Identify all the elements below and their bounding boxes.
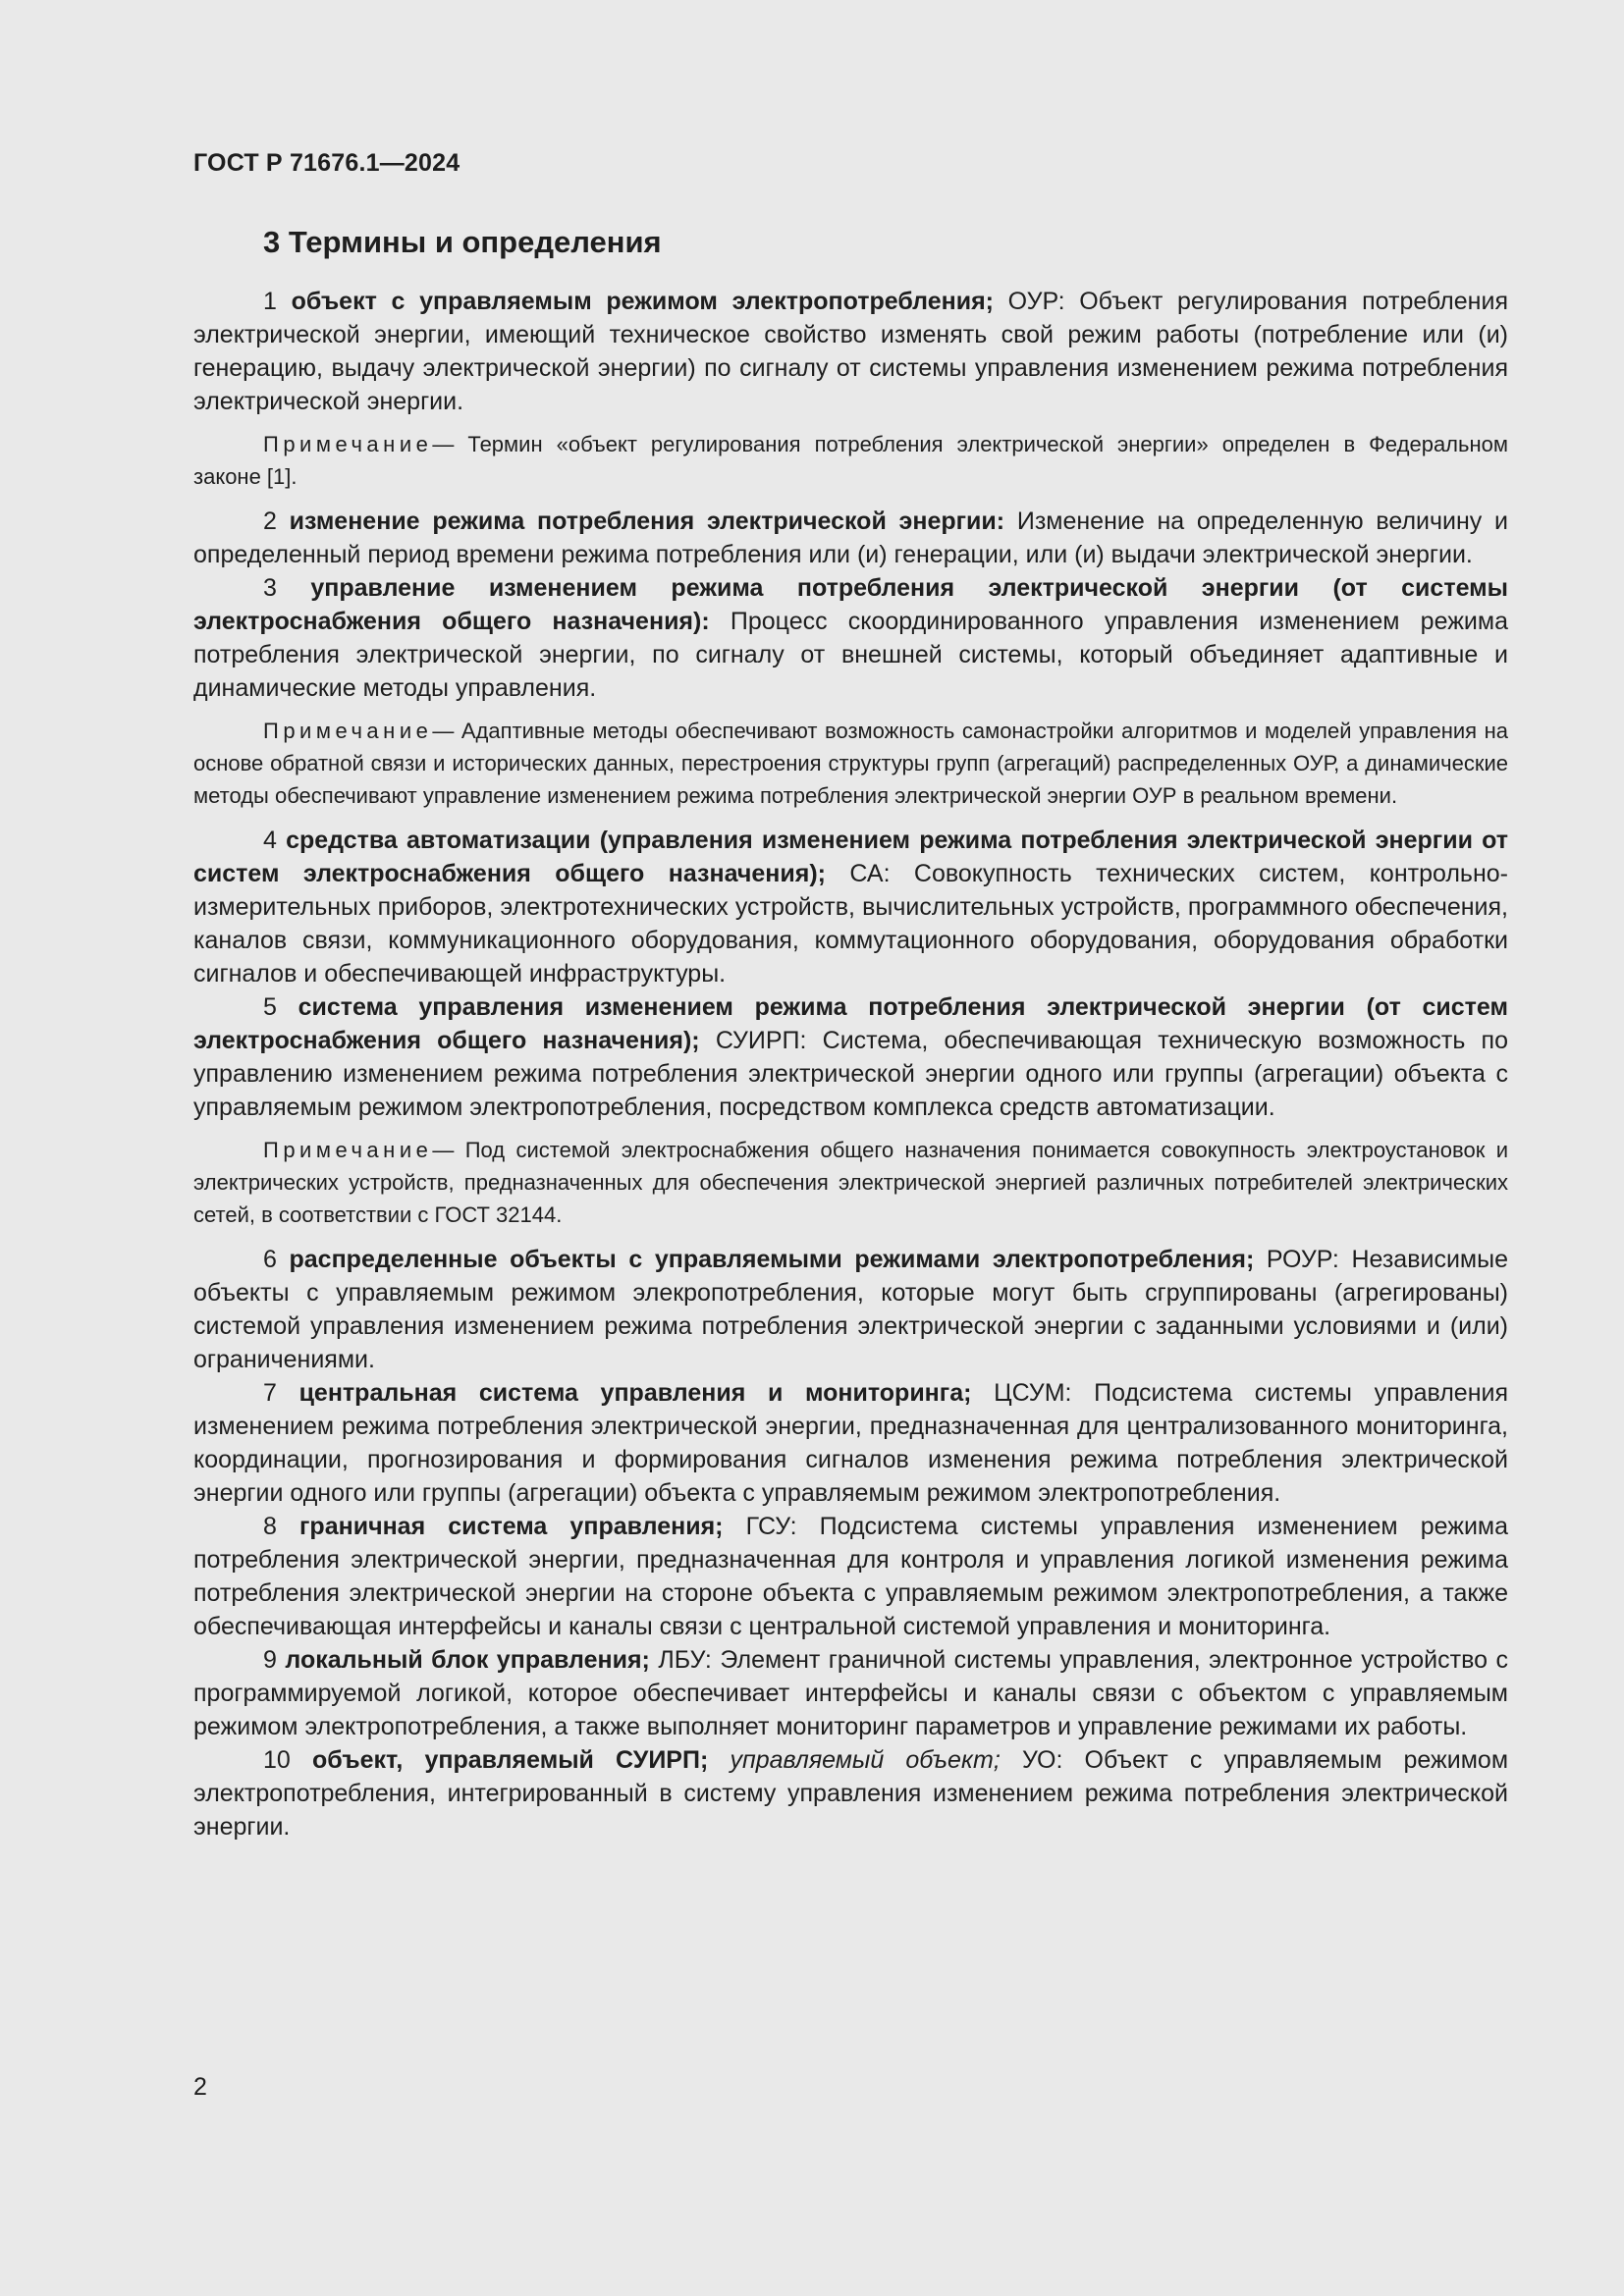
page-number: 2 [193, 2073, 207, 2101]
note-label: Примечание [263, 1138, 433, 1162]
term-name: система управления изменением режима потребления электрической энергии (от систем электроснабжения общего назначения); [193, 993, 1508, 1054]
document-id: ГОСТ Р 71676.1—2024 [193, 149, 460, 177]
note-text: — Термин «объект регулирования потребления электрической энергии» определен в Федеральном законе [1]. [193, 432, 1508, 489]
term-alternate-name: управляемый объект; [730, 1746, 1001, 1774]
note-label: Примечание [263, 432, 433, 456]
term-entry: 8 граничная система управления; ГСУ: Подсистема системы управления изменением режима потребления электрической энергии, предназначенная для контроля и управления логикой изменения режима потребления электрической энергии на стороне объекта с управляемым режимом электропотребления, а также обеспечивающая интерфейсы и каналы связи с центральной системой управления и мониторинга. [193, 1513, 1509, 1640]
term-name: центральная система управления и мониторинга; [298, 1379, 972, 1407]
term-definition: РОУР: Независимые объекты с управляемым режимом элекропотребления, которые могут быть сгруппированы (агрегированы) системой управления изменением режима потребления электрической энергии с заданными условиями и (или) ограничениями. [193, 1246, 1508, 1373]
term-name: граничная система управления; [299, 1513, 724, 1540]
term-name: объект с управляемым режимом электропотребления; [291, 288, 994, 315]
terms-body [193, 285, 1508, 1843]
term-definition: Процесс скоординированного управления изменением режима потребления электрической энергии, по сигналу от внешней системы, который объединяет адаптивные и динамические методы управления. [193, 608, 1508, 702]
term-definition: СА: Совокупность технических систем, контрольно-измерительных приборов, электротехнических устройств, вычислительных устройств, программного обеспечения, каналов связи, коммуникационного оборудования, коммутационного оборудования, оборудования обработки сигналов и обеспечивающей инфраструктуры. [193, 860, 1508, 988]
note [193, 428, 1508, 493]
term-definition: ГСУ: Подсистема системы управления изменением режима потребления электрической энергии, предназначенная для контроля и управления логикой изменения режима потребления электрической энергии на стороне объекта с управляемым режимом электропотребления, а также обеспечивающая интерфейсы и каналы связи с центральной системой управления и мониторинга. [193, 1513, 1509, 1640]
term-definition: УО: Объект с управляемым режимом электропотребления, интегрированный в систему управления изменением режима потребления электрической энергии. [193, 1746, 1509, 1841]
term-name: средства автоматизации (управления изменением режима потребления электрической энергии от систем электроснабжения общего назначения); [193, 827, 1508, 887]
term-entry: 3 управление изменением режима потребления электрической энергии (от системы электроснабжения общего назначения): Процесс скоординированного управления изменением режима потребления электрической энергии, по сигналу от внешней системы, который объединяет адаптивные и динамические методы управления. [193, 574, 1508, 702]
note-text: — Под системой электроснабжения общего назначения понимается совокупность электроустановок и электрических устройств, предназначенных для обеспечения электрической энергией различных потребителей электрических сетей, в соответствии с ГОСТ 32144. [193, 1138, 1508, 1227]
term-name: объект, управляемый СУИРП; [311, 1746, 709, 1774]
term-definition: Изменение на определенную величину и определенный период времени режима потребления или (и) генерации, или (и) выдачи электрической энергии. [193, 507, 1508, 568]
note-text: — Адаптивные методы обеспечивают возможность самонастройки алгоритмов и моделей управления на основе обратной связи и исторических данных, перестроения структуры групп (агрегаций) распределенных ОУР, а динамические методы обеспечивают управление изменением режима потребления электрической энергии ОУР в реальном времени. [193, 719, 1508, 808]
term-entry: 2 изменение режима потребления электрической энергии: Изменение на определенную величину и определенный период времени режима потребления или (и) генерации, или (и) выдачи электрической энергии. [193, 507, 1508, 568]
term-entry: 1 объект с управляемым режимом электропотребления; ОУР: Объект регулирования потребления электрической энергии, имеющий техническое свойство изменять свой режим работы (потребление или (и) генерацию, выдачу электрической энергии) по сигналу от системы управления изменением режима потребления электрической энергии. [193, 288, 1508, 415]
term-definition: СУИРП: Система, обеспечивающая техническую возможность по управлению изменением режима потребления электрической энергии одного или группы (агрегации) объекта с управляемым режимом электропотребления, посредством комплекса средств автоматизации. [193, 1027, 1508, 1121]
term-name: изменение режима потребления электрической энергии: [289, 507, 1005, 535]
term-entry: 10 объект, управляемый СУИРП; управляемый объект; УО: Объект с управляемым режимом электропотребления, интегрированный в систему управления изменением режима потребления электрической энергии. [193, 1746, 1509, 1841]
term-entry: 9 локальный блок управления; ЛБУ: Элемент граничной системы управления, электронное устройство с программируемой логикой, которое обеспечивает интерфейсы и каналы связи с объектом с управляемым режимом электропотребления, а также выполняет мониторинг параметров и управление режимами их работы. [193, 1646, 1508, 1740]
term-definition: ОУР: Объект регулирования потребления электрической энергии, имеющий техническое свойство изменять свой режим работы (потребление или (и) генерацию, выдачу электрической энергии) по сигналу от системы управления изменением режима потребления электрической энергии. [193, 288, 1508, 415]
term-definition: ЛБУ: Элемент граничной системы управления, электронное устройство с программируемой логикой, которое обеспечивает интерфейсы и каналы связи с объектом с управляемым режимом электропотребления, а также выполняет мониторинг параметров и управление режимами их работы. [193, 1646, 1508, 1740]
term-name: управление изменением режима потребления электрической энергии (от системы электроснабжения общего назначения): [193, 574, 1508, 635]
note-label: Примечание [263, 719, 433, 743]
note [193, 1134, 1508, 1231]
term-definition: ЦСУМ: Подсистема системы управления изменением режима потребления электрической энергии, предназначенная для централизованного мониторинга, координации, прогнозирования и формирования сигналов изменения режима потребления электрической энергии одного или группы (агрегации) объекта с управляемым режимом электропотребления. [193, 1379, 1509, 1507]
term-entry: 4 средства автоматизации (управления изменением режима потребления электрической энергии от систем электроснабжения общего назначения); СА: Совокупность технических систем, контрольно-измерительных приборов, электротехнических устройств, вычислительных устройств, программного обеспечения, каналов связи, коммуникационного оборудования, коммутационного оборудования, оборудования обработки сигналов и обеспечивающей инфраструктуры. [193, 827, 1508, 988]
term-entry: 7 центральная система управления и мониторинга; ЦСУМ: Подсистема системы управления изменением режима потребления электрической энергии, предназначенная для централизованного мониторинга, координации, прогнозирования и формирования сигналов изменения режима потребления электрической энергии одного или группы (агрегации) объекта с управляемым режимом электропотребления. [193, 1379, 1509, 1507]
term-entry: 5 система управления изменением режима потребления электрической энергии (от систем электроснабжения общего назначения); СУИРП: Система, обеспечивающая техническую возможность по управлению изменением режима потребления электрической энергии одного или группы (агрегации) объекта с управляемым режимом электропотребления, посредством комплекса средств автоматизации. [193, 993, 1508, 1121]
section-title: 3 Термины и определения [263, 225, 662, 259]
note [193, 715, 1508, 812]
term-entry: 6 распределенные объекты с управляемыми режимами электропотребления; РОУР: Независимые объекты с управляемым режимом элекропотребления, которые могут быть сгруппированы (агрегированы) системой управления изменением режима потребления электрической энергии с заданными условиями и (или) ограничениями. [193, 1246, 1508, 1373]
term-name: распределенные объекты с управляемыми режимами электропотребления; [289, 1246, 1255, 1273]
term-name: локальный блок управления; [285, 1646, 650, 1674]
